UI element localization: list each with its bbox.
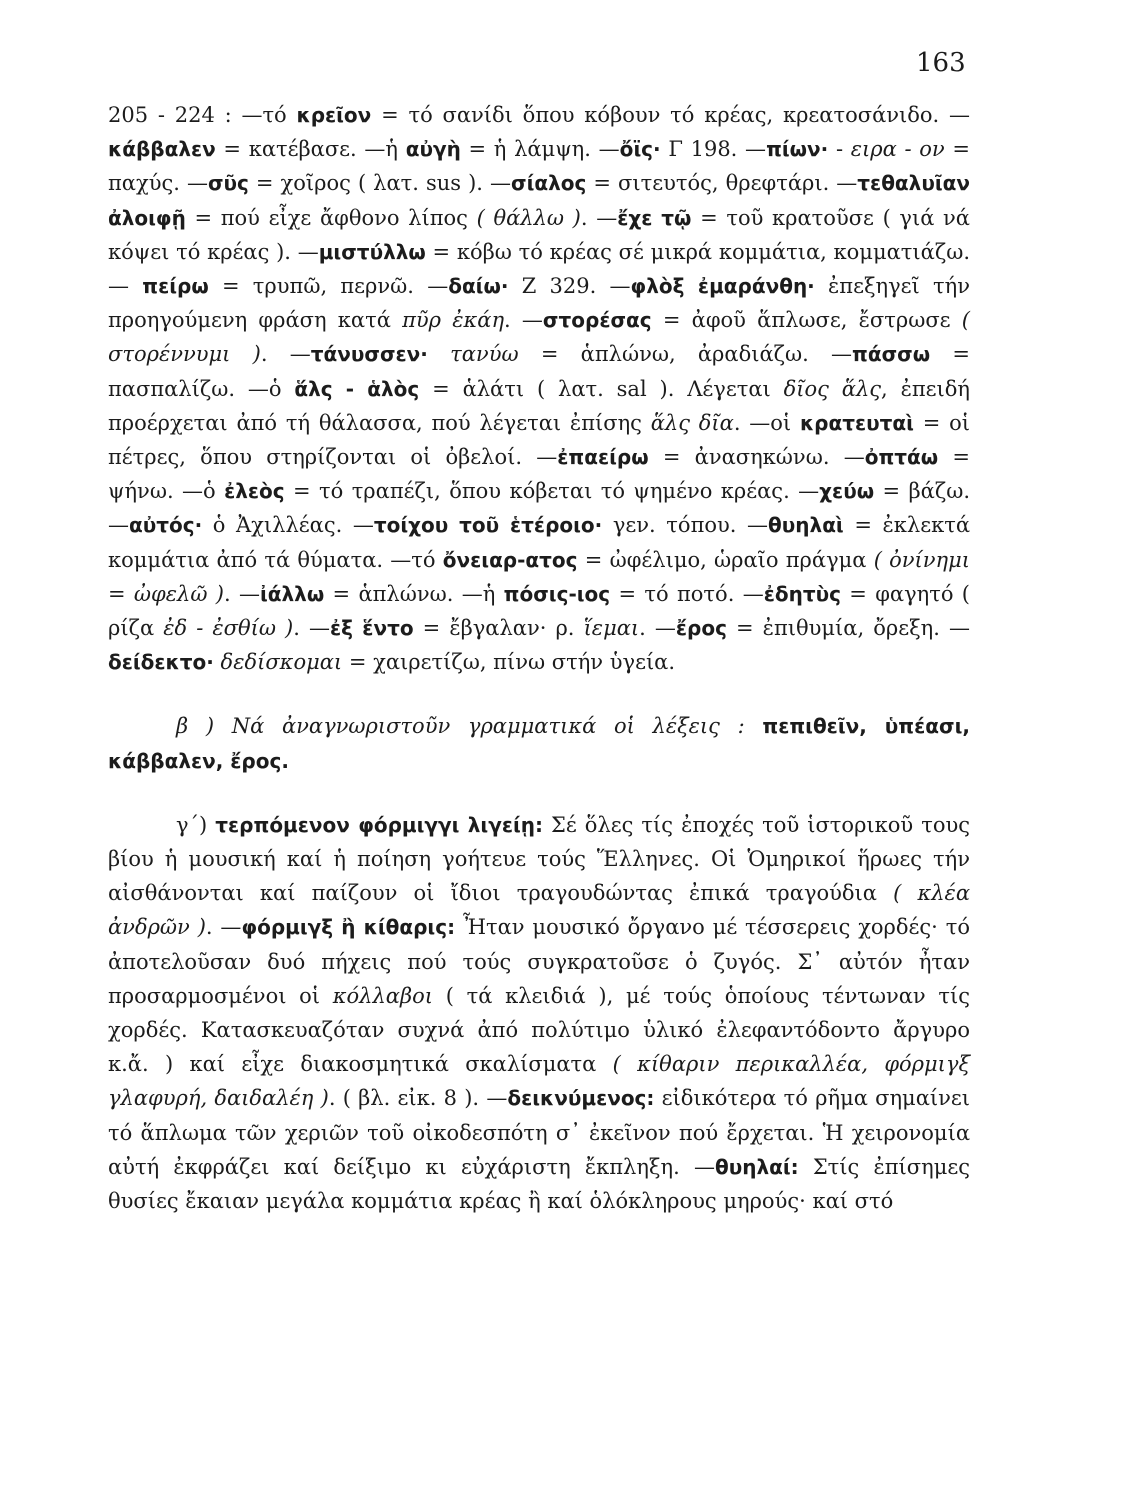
headword: ἔρος bbox=[675, 616, 727, 641]
headword: κρατευταὶ bbox=[799, 410, 914, 435]
italic-term: β ) Νά ἀναγνωριστοῦν γραμματικά οἱ λέξεις : bbox=[176, 714, 745, 739]
text-run: . — bbox=[293, 616, 330, 641]
headword: ἐλεὸς bbox=[224, 479, 285, 504]
text-run: Στίς ἐπίσημες θυσίες ἔκαιαν μεγάλα κομμάτια κρέας ἢ καί ὁλόκληρους μηρούς· καί στό bbox=[108, 1154, 970, 1214]
text-run: . — bbox=[260, 342, 311, 367]
headword: ἔχε τῷ bbox=[617, 205, 692, 230]
italic-term: ( κίθαριν περικαλλέα, φόρμιγξ γλαφυρή, δαιδαλέη ) bbox=[108, 1052, 971, 1111]
text-run: = ἔβγαλαν· ρ. bbox=[413, 616, 584, 641]
text-run: = ἀνασηκώνω. — bbox=[648, 445, 865, 470]
headword: τερπόμενον φόρμιγγι λιγείῃ: bbox=[215, 812, 544, 837]
text-run: = ἐκλεκτά κομμάτια ἀπό τά θύματα. —τό bbox=[108, 513, 971, 572]
headword: μιστύλλω bbox=[318, 239, 426, 264]
headword: πείρω bbox=[142, 274, 209, 299]
headword: τάνυσσεν· bbox=[310, 342, 428, 367]
text-run: γ΄) bbox=[176, 812, 216, 837]
headword: πεπιθεῖν, ὑπέασι, κάββαλεν, ἔρος. bbox=[108, 714, 970, 773]
headword: φλὸξ ἐμαράνθη· bbox=[630, 274, 815, 299]
headword: στορέσας bbox=[542, 308, 652, 333]
text-run: = τό τραπέζι, ὅπου κόβεται τό ψημένο κρέας. — bbox=[284, 479, 820, 504]
italic-term: ( στορέννυμι ) bbox=[108, 308, 970, 367]
text-run: = τό ποτό. — bbox=[610, 581, 764, 606]
headword: κάββαλεν bbox=[108, 137, 216, 162]
text-run: = φαγητό ( ρίζα bbox=[108, 581, 970, 641]
headword: δείδεκτο· bbox=[108, 650, 214, 675]
italic-term: πῦρ ἐκάη bbox=[402, 308, 505, 333]
headword: δαίω· bbox=[448, 274, 509, 299]
text-run: = ἁπλώνω. —ἡ bbox=[324, 581, 504, 606]
page-number: 163 bbox=[916, 48, 966, 78]
italic-term: δῖος ἅλς bbox=[783, 376, 882, 401]
headword: ἐπαείρω bbox=[557, 445, 649, 470]
italic-term: τανύω bbox=[450, 342, 519, 367]
italic-term: δεδίσκομαι bbox=[220, 650, 343, 675]
italic-term: ( ὀνίνημι = ὠφελῶ ) bbox=[108, 547, 970, 606]
headword: ἰάλλω bbox=[259, 581, 325, 606]
text-run: = ἁπλώνω, ἀραδιάζω. — bbox=[518, 342, 853, 367]
text-run: = ἡ λάμψη. — bbox=[460, 137, 620, 162]
italic-term: ἅλς δῖα bbox=[650, 410, 734, 435]
text-run: = σιτευτός, θρεφτάρι. — bbox=[586, 171, 858, 196]
italic-term: ἵεμαι bbox=[583, 616, 640, 641]
text-run: = βάζω. — bbox=[108, 479, 970, 538]
text-run: = οἱ πέτρες, ὅπου στηρίζονται οἱ ὀβελοί. — bbox=[108, 410, 970, 470]
text-run: = κατέβασε. —ἡ bbox=[215, 137, 406, 162]
text-run: . ( βλ. εἰκ. 8 ). — bbox=[328, 1086, 508, 1111]
headword: αὐγὴ bbox=[405, 137, 461, 162]
headword: κρεῖον bbox=[296, 103, 372, 127]
text-run: , ἐπειδή προέρχεται ἀπό τή θάλασσα, πού λέγεται ἐπίσης bbox=[108, 376, 970, 435]
italic-term: κόλλαβοι bbox=[332, 983, 433, 1008]
headword: σῦς bbox=[207, 171, 249, 196]
text-run: Ἦταν μουσικό ὄργανο μέ τέσσερεις χορδές· τό ἀποτελοῦσαν δυό πήχεις πού τούς συγκρατοῦσε ὁ ζυγός. Σ᾽ αὐτόν ἦταν προσαρμοσμένοι οἱ bbox=[108, 915, 970, 1008]
headword: πάσσω bbox=[852, 342, 931, 367]
text-run: γεν. τόπου. — bbox=[602, 513, 769, 538]
text-run: = ἀφοῦ ἅπλωσε, ἔστρωσε bbox=[651, 308, 962, 333]
headword: τοίχου τοῦ ἑτέροιο· bbox=[373, 513, 603, 538]
headword: πίων· bbox=[766, 137, 829, 162]
text-run: - bbox=[828, 137, 851, 162]
headword: δεικνύμενος: bbox=[507, 1086, 655, 1111]
text-run: = κόβω τό κρέας σέ μικρά κομμάτια, κομματιάζω. — bbox=[108, 239, 970, 299]
italic-term: ἐδ - ἐσθίω ) bbox=[163, 616, 294, 641]
italic-term: ( κλέα ἀνδρῶν ) bbox=[108, 881, 970, 940]
text-run: = πού εἶχε ἄφθονο λίπος bbox=[185, 205, 477, 230]
headword: ἐξ ἕντο bbox=[330, 616, 414, 641]
text-run: = τό σανίδι ὅπου κόβουν τό κρέας, κρεατοσάνιδο. — bbox=[371, 103, 970, 127]
headword: φόρμιγξ ἢ κίθαρις: bbox=[241, 915, 456, 940]
text-run: = ψήνω. —ὁ bbox=[108, 445, 970, 504]
text-run: . — bbox=[504, 308, 543, 333]
text-run: Σέ ὅλες τίς ἐποχές τοῦ ἱστορικοῦ τους βίου ἡ μουσική καί ἡ ποίηση γοήτευε τούς Ἕλληνες. Οἱ Ὁμηρικοί ἥρωες τήν αἰσθάνονται καί παίζουν οἱ ἴδιοι τραγουδώντας ἐπικά τραγούδια bbox=[108, 812, 970, 906]
text-run: Ζ 329. — bbox=[508, 274, 631, 299]
headword: ὄϊς· bbox=[619, 137, 661, 162]
text-run: . — bbox=[205, 915, 242, 940]
text-run bbox=[214, 650, 221, 674]
text-run: . — bbox=[580, 205, 618, 230]
text-run: ( τά κλειδιά ), μέ τούς ὁποίους τέντωναν τίς χορδές. Κατασκευαζόταν συχνά ἀπό πολύτιμο ὑλικό ἐλεφαντόδοντο ἄργυρο κ.ἄ. ) καί εἶχε διακοσμητικά σκαλίσματα bbox=[108, 983, 970, 1077]
italic-term: ( θάλλω ) bbox=[476, 205, 581, 230]
headword: ἐδητὺς bbox=[763, 581, 841, 606]
text-run: = ἐπιθυμία, ὄρεξη. — bbox=[726, 616, 970, 641]
text-run: ἐπεξηγεῖ τήν προηγούμενη φράση κατά bbox=[108, 274, 970, 333]
text-run: = πασπαλίζω. —ὁ bbox=[108, 342, 970, 401]
text-run: = παχύς. — bbox=[108, 137, 970, 196]
text-run: = τρυπῶ, περνῶ. — bbox=[208, 274, 449, 299]
headword: τεθαλυῖαν ἀλοιφῇ bbox=[108, 171, 970, 230]
text-run: = χαιρετίζω, πίνω στήν ὑγεία. bbox=[342, 650, 676, 675]
commentary-g-paragraph bbox=[108, 808, 970, 1218]
headword: θυηλαὶ bbox=[768, 513, 844, 538]
glossary-paragraph bbox=[108, 98, 970, 679]
text-run: . —οἱ bbox=[733, 410, 800, 435]
headword: σίαλος bbox=[511, 171, 587, 196]
page-text bbox=[108, 98, 970, 1218]
headword: ὄνειαρ-ατος bbox=[442, 547, 578, 572]
text-run: = ὠφέλιμο, ὡραῖο πράγμα bbox=[577, 547, 874, 572]
text-run: . — bbox=[639, 616, 676, 641]
exercise-b-paragraph bbox=[108, 709, 970, 777]
text-run: = τοῦ κρατοῦσε ( γιά νά κόψει τό κρέας ). — bbox=[108, 205, 970, 264]
text-run: εἰδικότερα τό ρῆμα σημαίνει τό ἅπλωμα τῶν χεριῶν τοῦ οἰκοδεσπότη σ᾽ ἐκεῖνον πού ἔρχεται. Ἡ χειρονομία αὐτή ἐκφράζει καί δείξιμο κι εὐχάριστη ἔκπληξη. — bbox=[108, 1086, 970, 1179]
text-run: = χοῖρος ( λατ. sus ). — bbox=[248, 171, 512, 196]
text-run: ὁ Ἀχιλλέας. — bbox=[202, 513, 374, 538]
headword: πόσις-ιος bbox=[503, 581, 611, 606]
text-run: Γ 198. — bbox=[660, 137, 767, 162]
text-run: 205 - 224 : —τό bbox=[108, 103, 297, 127]
text-run bbox=[745, 714, 763, 738]
text-run: = ἁλάτι ( λατ. sal ). Λέγεται bbox=[419, 376, 784, 401]
headword: χεύω bbox=[819, 479, 875, 504]
text-run bbox=[428, 342, 450, 366]
headword: ἅλς - ἁλὸς bbox=[294, 376, 420, 401]
headword: θυηλαί: bbox=[714, 1154, 799, 1179]
headword: ὀπτάω bbox=[864, 445, 939, 470]
text-run: . — bbox=[223, 581, 260, 606]
headword: αὐτός· bbox=[129, 513, 203, 538]
italic-term: ειρα - ον bbox=[850, 137, 945, 162]
